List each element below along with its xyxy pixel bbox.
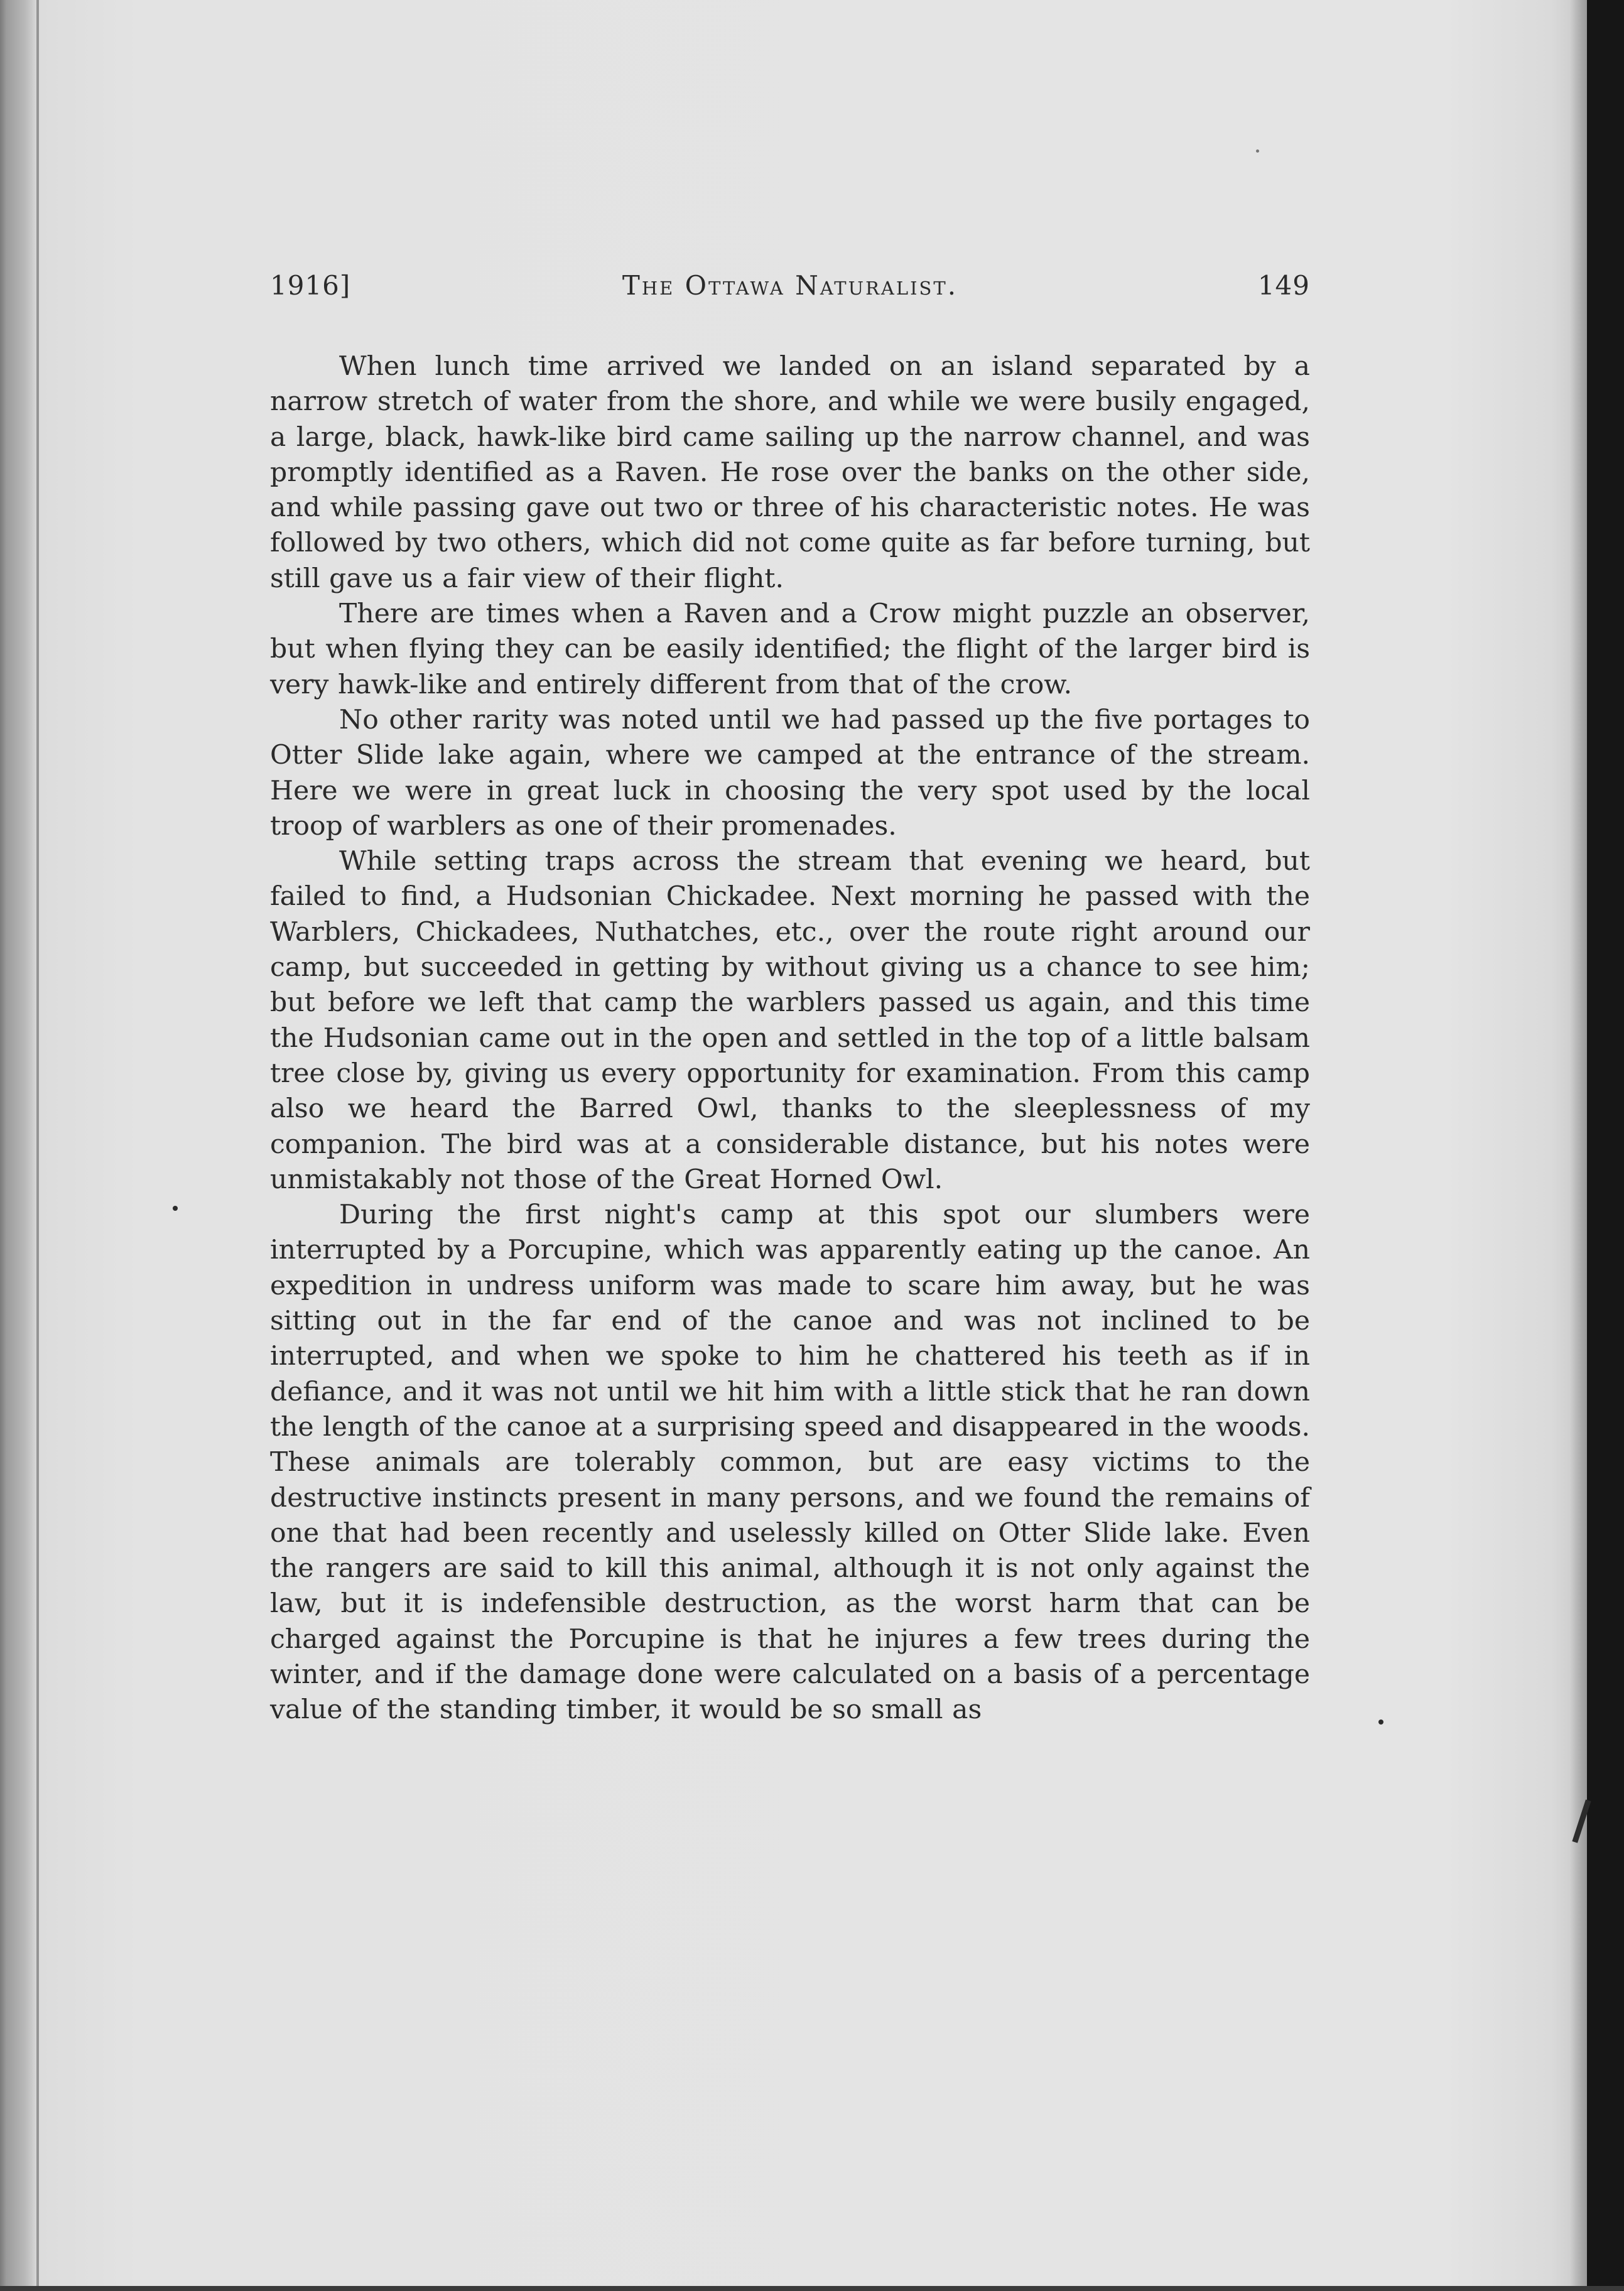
- page-number: 149: [1257, 270, 1310, 301]
- article-body: [270, 349, 1310, 1728]
- page-edge-shadow: [1570, 0, 1587, 2291]
- book-page: [270, 270, 1310, 1728]
- scan-border-bottom: [0, 2286, 1624, 2291]
- scan-speck: [173, 1206, 178, 1211]
- scan-border-right: [1587, 0, 1624, 2291]
- binding-edge-line: [36, 0, 39, 2291]
- paragraph: There are times when a Raven and a Crow might puzzle an observer, but when flying they can be easily identified; the flight of the larger bird is very hawk-like and entirely different from that of the crow.: [270, 598, 1310, 700]
- paragraph: When lunch time arrived we landed on an island separated by a narrow stretch of water from the shore, and while we were busily engaged, a large, black, hawk-like bird came sailing up the narrow channel, and was promptly identified as a Raven. He rose over the banks on the other side, and while passing gave out two or three of his characteristic notes. He was followed by two others, which did not come quite as far before turning, but still gave us a fair view of their flight.: [270, 351, 1310, 594]
- journal-title: The Ottawa Naturalist.: [622, 270, 958, 301]
- scan-speck: [1378, 1720, 1383, 1725]
- running-head: [270, 270, 1310, 314]
- paragraph: During the first night's camp at this spot our slumbers were interrupted by a Porcupine, which was apparently eating up the canoe. An expedition in undress uniform was made to scare him away, but he was sitting out in the far end of the canoe and was not inclined to be interrupted, and when we spoke to him he chattered his teeth as if in defiance, and it was not until we hit him with a little stick that he ran down the length of the canoe at a surprising speed and disappeared in the woods. These animals are tolerably common, but are easy victims to the destructive instincts present in many persons, and we found the remains of one that had been recently and uselessly killed on Otter Slide lake. Even the rangers are said to kill this animal, although it is not only against the law, but it is indefensible destruction, as the worst harm that can be charged against the Porcupine is that he injures a few trees during the winter, and if the damage done were calculated on a basis of a percentage value of the standing timber, it would be so small as: [270, 1200, 1310, 1726]
- running-head-year: 1916]: [270, 270, 351, 301]
- scan-speck: [1256, 149, 1259, 153]
- binding-shadow: [0, 0, 38, 2291]
- paragraph: No other rarity was noted until we had passed up the five portages to Otter Slide lake again, where we camped at the entrance of the stream. Here we were in great luck in choosing the very spot used by the local troop of warblers as one of their promenades.: [270, 704, 1310, 842]
- paragraph: While setting traps across the stream that evening we heard, but failed to find, a Hudsonian Chickadee. Next morning he passed with the Warblers, Chickadees, Nuthatches, etc., over the route right around our camp, but succeeded in getting by without giving us a chance to see him; but before we left that camp the warblers passed us again, and this time the Hudsonian came out in the open and settled in the top of a little balsam tree close by, giving us every opportunity for examination. From this camp also we heard the Barred Owl, thanks to the sleeplessness of my companion. The bird was at a considerable distance, but his notes were unmistakably not those of the Great Horned Owl.: [270, 846, 1310, 1195]
